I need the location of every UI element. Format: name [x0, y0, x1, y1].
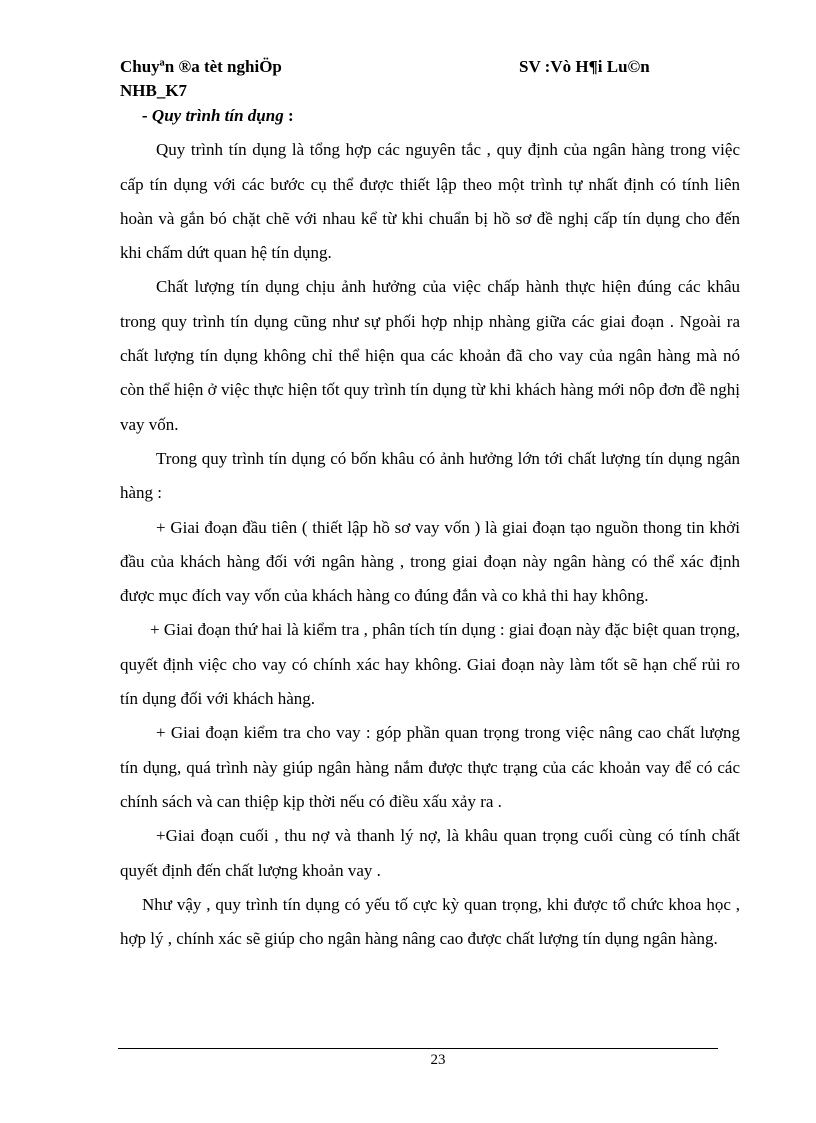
paragraph: Chất lượng tín dụng chịu ảnh hưởng của việc chấp hành thực hiện đúng các khâu trong quy trình tín dụng cũng như sự phối hợp nhịp nhàng giữa các giai đoạn . Ngoài ra chất lượng tín dụng không chỉ thể hiện qua các khoản đã cho vay của ngân hàng mà nó còn thể hiện ở việc thực hiện tốt quy trình tín dụng từ khi khách hàng mới nôp đơn đề nghị vay vốn. — [120, 277, 740, 434]
document-header-title: Chuyªn ®a tèt nghiÖp — [120, 57, 282, 76]
process-step: +Giai đoạn cuối , thu nợ và thanh lý nợ, là khâu quan trọng cuối cùng có tính chất quyết định đến chất lượng khoản vay . — [120, 826, 740, 880]
footer-divider — [118, 1048, 718, 1049]
page-number: 23 — [430, 1052, 446, 1068]
section-heading-text: - Quy trình tín dụng — [142, 106, 284, 125]
paragraph: Trong quy trình tín dụng có bốn khâu có ảnh hưởng lớn tới chất lượng tín dụng ngân hàng : — [120, 448, 740, 503]
process-step: + Giai đoạn đầu tiên ( thiết lập hồ sơ vay vốn ) là giai đoạn tạo nguồn thong tin khởi đầu của khách hàng đối với ngân hàng , trong giai đoạn này ngân hàng có thể xác định được mục đích vay vốn của khách hàng co đúng đắn và co khả thi hay không. — [120, 517, 740, 606]
process-step: + Giai đoạn thứ hai là kiểm tra , phân tích tín dụng : giai đoạn này đặc biệt quan trọng, quyết định việc cho vay có chính xác hay không. Giai đoạn này làm tốt sẽ hạn chế rủi ro tín dụng đối với khách hàng. — [120, 620, 740, 709]
page-body — [120, 99, 740, 956]
conclusion-paragraph: Như vậy , quy trình tín dụng có yếu tố cực kỳ quan trọng, khi được tổ chức khoa học , hợp lý , chính xác sẽ giúp cho ngân hàng nâng cao được chất lượng tín dụng ngân hàng. — [120, 894, 740, 949]
class-code: NHB_K7 — [120, 81, 188, 100]
student-name: SV :Vò H¶i Lu©n — [519, 57, 650, 76]
process-step: + Giai đoạn kiểm tra cho vay : góp phần quan trọng trong việc nâng cao chất lượng tín dụng, quá trình này giúp ngân hàng nắm được thực trạng của các khoản vay để có các chính sách và can thiệp kịp thời nếu có điều xấu xảy ra . — [120, 723, 740, 811]
paragraph: Quy trình tín dụng là tổng hợp các nguyên tắc , quy định của ngân hàng trong việc cấp tín dụng với các bước cụ thể được thiết lập theo một trình tự nhất định có tính liên hoàn và gắn bó chặt chẽ với nhau kể từ khi chuẩn bị hồ sơ đề nghị cấp tín dụng cho đến khi chấm dứt quan hệ tín dụng. — [120, 140, 740, 263]
section-heading — [120, 99, 740, 133]
section-heading-colon: : — [283, 106, 294, 125]
